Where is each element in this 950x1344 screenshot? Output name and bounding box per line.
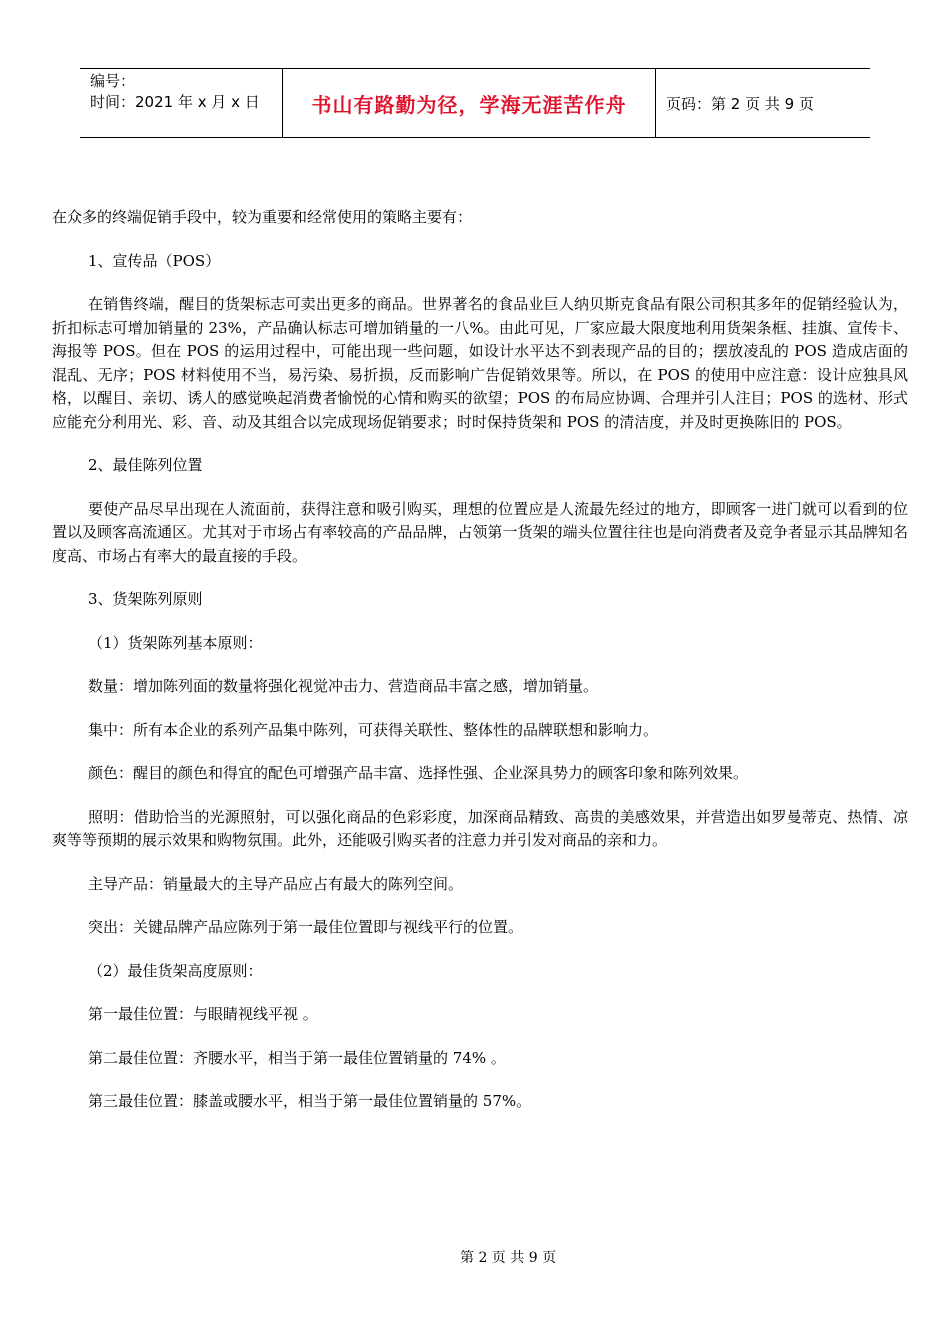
shelf-position-second: 第二最佳位置：齐腰水平，相当于第一最佳位置销量的 74% 。 — [88, 1048, 506, 1067]
principle-concentration: 集中：所有本企业的系列产品集中陈列，可获得关联性、整体性的品牌联想和影响力。 — [88, 720, 659, 739]
section-heading-display-position: 2、最佳陈列位置 — [88, 456, 203, 474]
subheading-shelf-height: （2）最佳货架高度原则： — [88, 961, 263, 980]
page-footer: 第 2 页 共 9 页 — [460, 1250, 557, 1266]
principle-highlight: 突出：关键品牌产品应陈列于第一最佳位置即与视线平行的位置。 — [88, 918, 524, 936]
section-heading-shelf-principles: 3、货架陈列原则 — [88, 590, 203, 608]
paragraph-pos: 在销售终端，醒目的货架标志可卖出更多的商品。世界著名的食品业巨人纳贝斯克食品有限公司积其多年的促销经验认为，折扣标志可增加销量的 23%，产品确认标志可增加销量的一八%。由此可见，厂家应最大限度地利用货架条框、挂旗、宣传卡、海报等 POS。但在 POS 的运用过程中，可能出现一些问题，如设计水平达不到表现产品的目的；摆放凌乱的 POS 造成店面的混乱、无序；POS 材料使用不当，易污染、易折损，反而影响广告促销效果等。所以，在 POS 的使用中应注意：设计应独具风格，以醒目、亲切、诱人的感觉唤起消费者愉悦的心情和购买的欲望；POS 的布局应协调、合理并引人注目；POS 的选材、形式应能充分利用光、彩、音、动及其组合以完成现场促销要求；时时保持货架和 POS 的清洁度，并及时更换陈旧的 POS。 — [52, 295, 908, 431]
header-page-info: 页码：第 2 页 共 9 页 — [666, 94, 814, 113]
principle-quantity: 数量：增加陈列面的数量将强化视觉冲击力、营造商品丰富之感，增加销量。 — [88, 677, 599, 695]
section-heading-pos: 1、宣传品（POS） — [88, 251, 221, 270]
subheading-basic-principles: （1）货架陈列基本原则： — [88, 633, 263, 652]
paragraph-display-position: 要使产品尽早出现在人流面前，获得注意和吸引购买，理想的位置应是人流最先经过的地方，即顾客一进门就可以看到的位置以及顾客高流通区。尤其对于市场占有率较高的产品品牌，占领第一货架的端头位置往往也是向消费者及竞争者显示其品牌知名度高、市场占有率大的最直接的手段。 — [52, 499, 908, 565]
page-header — [80, 68, 870, 138]
principle-lighting: 照明：借助恰当的光源照射，可以强化商品的色彩彩度，加深商品精致、高贵的美感效果，并营造出如罗曼蒂克、热情、凉爽等等预期的展示效果和购物氛围。此外，还能吸引购买者的注意力并引发对商品的亲和力。 — [52, 807, 908, 849]
document-body — [52, 206, 908, 1134]
principle-leading-product: 主导产品：销量最大的主导产品应占有最大的陈列空间。 — [88, 874, 464, 893]
intro-paragraph: 在众多的终端促销手段中，较为重要和经常使用的策略主要有： — [52, 208, 473, 226]
document-date: 时间：2021 年 x 月 x 日 — [90, 93, 260, 111]
header-motto: 书山有路勤为径，学海无涯苦作舟 — [282, 69, 656, 137]
shelf-position-third: 第三最佳位置：膝盖或腰水平，相当于第一最佳位置销量的 57%。 — [88, 1092, 532, 1110]
principle-color: 颜色：醒目的颜色和得宜的配色可增强产品丰富、选择性强、企业深具势力的顾客印象和陈列效果。 — [88, 764, 749, 782]
shelf-position-first: 第一最佳位置：与眼睛视线平视 。 — [88, 1005, 318, 1023]
document-number-label: 编号： — [90, 72, 136, 90]
header-meta — [80, 69, 282, 137]
